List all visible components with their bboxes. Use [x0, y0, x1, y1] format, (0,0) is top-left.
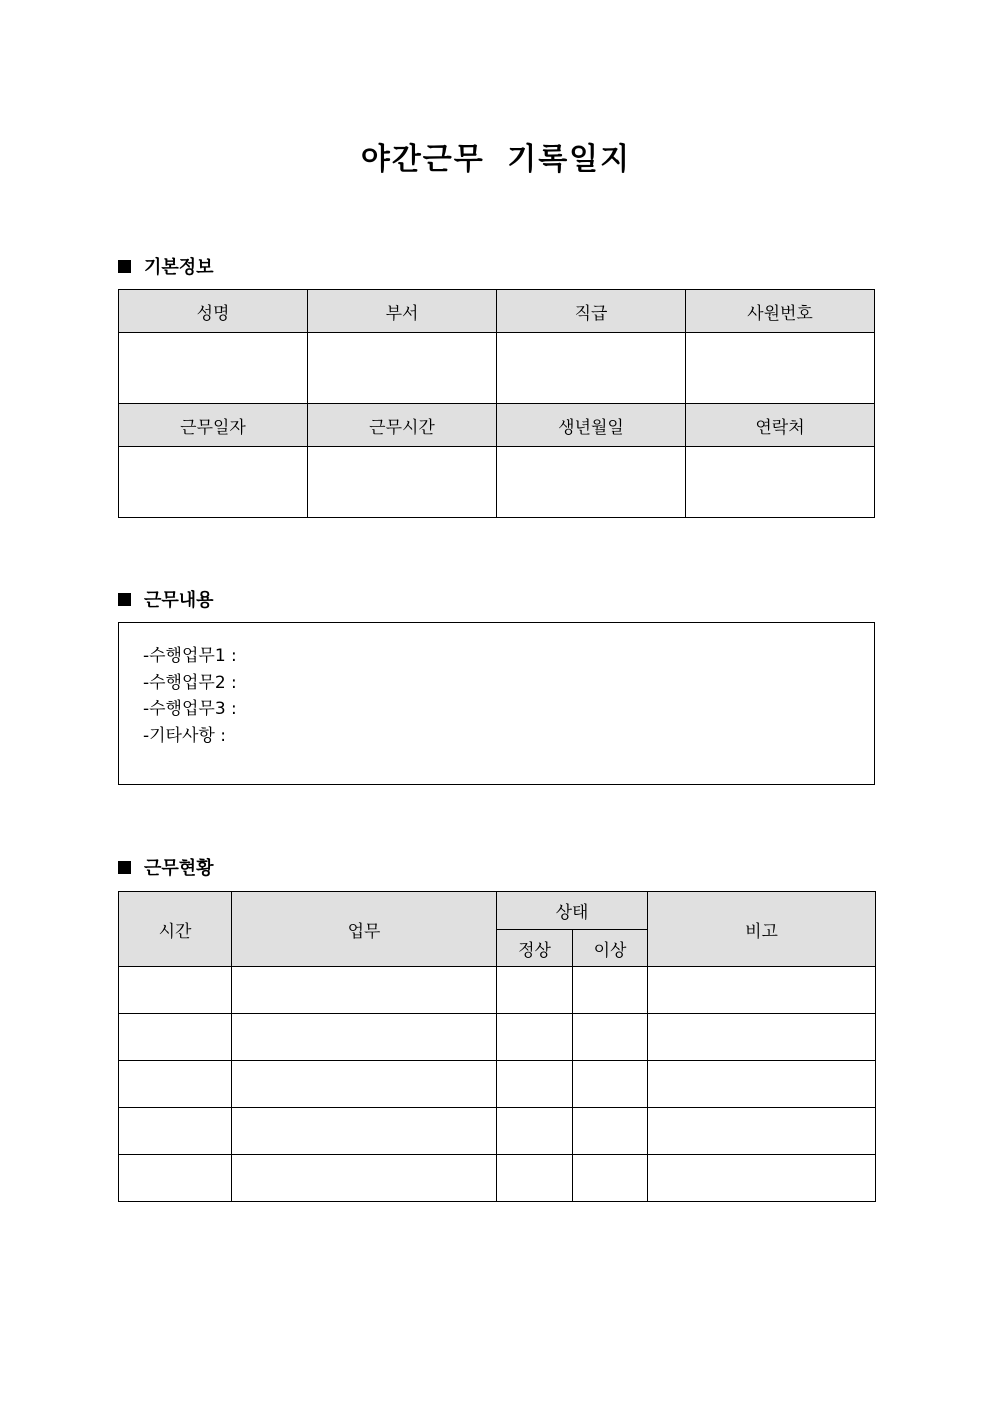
- table-row: [119, 1061, 876, 1108]
- header-cell-contact: 연락처: [686, 404, 875, 447]
- abnormal-cell[interactable]: [573, 1155, 648, 1202]
- normal-cell[interactable]: [497, 967, 573, 1014]
- contact-field[interactable]: [686, 447, 875, 518]
- header-cell-rank: 직급: [497, 290, 686, 333]
- note-cell[interactable]: [648, 1108, 876, 1155]
- note-cell[interactable]: [648, 967, 876, 1014]
- content-line-task-1: -수행업무1 :: [143, 646, 237, 666]
- header-cell-work-hours: 근무시간: [308, 404, 497, 447]
- name-field[interactable]: [119, 333, 308, 404]
- section-title: 기본정보: [144, 257, 214, 278]
- header-row: [119, 404, 875, 447]
- work-date-field[interactable]: [119, 447, 308, 518]
- header-cell-abnormal: 이상: [573, 930, 648, 967]
- task-cell[interactable]: [232, 1155, 497, 1202]
- time-cell[interactable]: [119, 1108, 232, 1155]
- abnormal-cell[interactable]: [573, 1014, 648, 1061]
- note-cell[interactable]: [648, 1014, 876, 1061]
- abnormal-cell[interactable]: [573, 1061, 648, 1108]
- table-row: [119, 967, 876, 1014]
- section-heading-basic-info: [118, 253, 214, 279]
- header-cell-task: 업무: [232, 892, 497, 967]
- rank-field[interactable]: [497, 333, 686, 404]
- value-row: [119, 447, 875, 518]
- table-row: [119, 1108, 876, 1155]
- normal-cell[interactable]: [497, 1061, 573, 1108]
- time-cell[interactable]: [119, 1014, 232, 1061]
- task-cell[interactable]: [232, 1108, 497, 1155]
- table-row: [119, 1155, 876, 1202]
- abnormal-cell[interactable]: [573, 967, 648, 1014]
- section-title: 근무내용: [144, 590, 214, 611]
- square-bullet-icon: [118, 861, 131, 874]
- basic-info-table: [118, 289, 875, 518]
- normal-cell[interactable]: [497, 1014, 573, 1061]
- header-row: [119, 290, 875, 333]
- department-field[interactable]: [308, 333, 497, 404]
- value-row: [119, 333, 875, 404]
- header-cell-normal: 정상: [497, 930, 573, 967]
- time-cell[interactable]: [119, 967, 232, 1014]
- header-cell-employee-id: 사원번호: [686, 290, 875, 333]
- header-cell-work-date: 근무일자: [119, 404, 308, 447]
- birth-date-field[interactable]: [497, 447, 686, 518]
- normal-cell[interactable]: [497, 1155, 573, 1202]
- time-cell[interactable]: [119, 1155, 232, 1202]
- header-cell-time: 시간: [119, 892, 232, 967]
- header-cell-birth-date: 생년월일: [497, 404, 686, 447]
- work-hours-field[interactable]: [308, 447, 497, 518]
- work-status-table: [118, 891, 876, 1202]
- content-line-other: -기타사항 :: [143, 725, 226, 746]
- table-row: [119, 1014, 876, 1061]
- header-cell-department: 부서: [308, 290, 497, 333]
- header-cell-note: 비고: [648, 892, 876, 967]
- note-cell[interactable]: [648, 1155, 876, 1202]
- content-line-task-3: -수행업무3 :: [143, 699, 237, 719]
- document-title: 야간근무 기록일지: [360, 142, 632, 177]
- square-bullet-icon: [118, 260, 131, 273]
- work-content-lines: [143, 643, 237, 749]
- section-title: 근무현황: [144, 858, 214, 879]
- section-heading-work-status: [118, 854, 214, 880]
- header-cell-status: 상태: [497, 892, 648, 930]
- note-cell[interactable]: [648, 1061, 876, 1108]
- task-cell[interactable]: [232, 1014, 497, 1061]
- normal-cell[interactable]: [497, 1108, 573, 1155]
- task-cell[interactable]: [232, 1061, 497, 1108]
- section-heading-work-content: [118, 586, 214, 612]
- header-row: [119, 892, 876, 930]
- task-cell[interactable]: [232, 967, 497, 1014]
- time-cell[interactable]: [119, 1061, 232, 1108]
- work-content-box[interactable]: [118, 622, 875, 785]
- square-bullet-icon: [118, 593, 131, 606]
- header-cell-name: 성명: [119, 290, 308, 333]
- content-line-task-2: -수행업무2 :: [143, 672, 237, 693]
- employee-id-field[interactable]: [686, 333, 875, 404]
- abnormal-cell[interactable]: [573, 1108, 648, 1155]
